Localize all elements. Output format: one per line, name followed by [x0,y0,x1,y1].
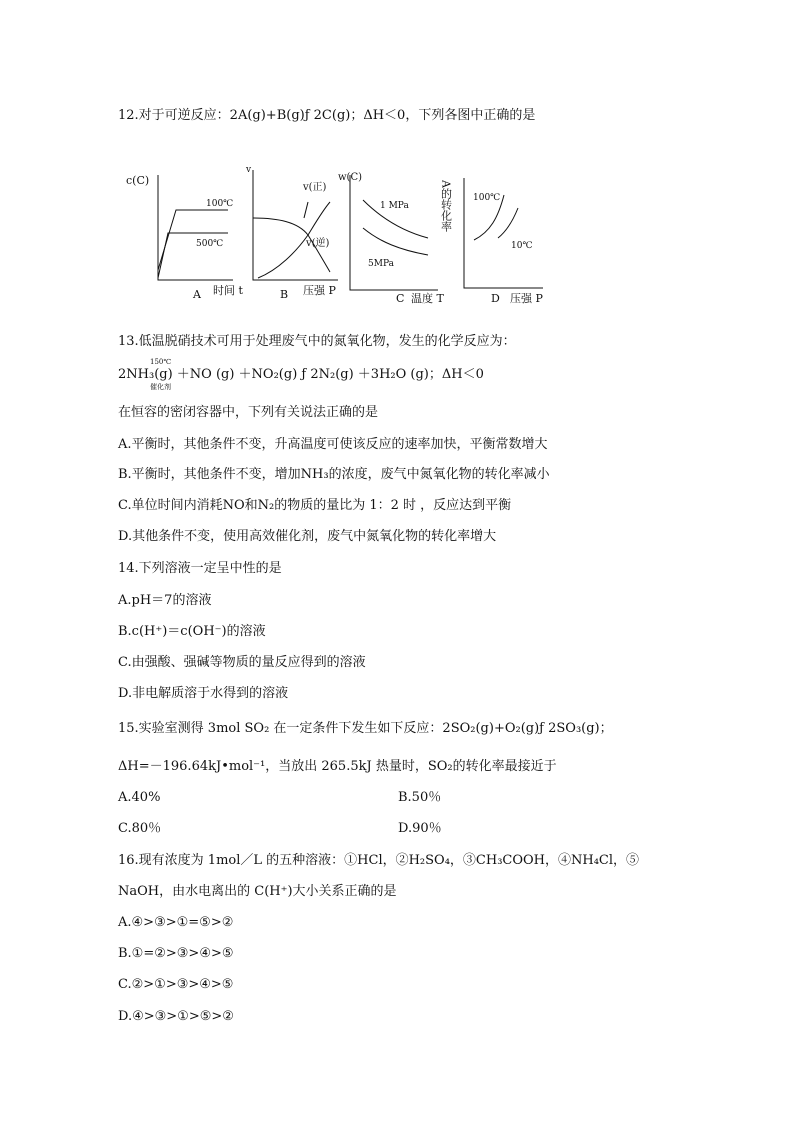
graph-c-label-5mpa: 5MPa [368,259,394,269]
graph-d-label-10c: 10℃ [511,241,533,251]
q15-stem: 15.实验室测得 3mol SO₂ 在一定条件下发生如下反应：2SO₂(g)+O₂(g)ƒ 2SO₃(g)； [118,721,613,736]
q12-stem: 12.对于可逆反应：2A(g)+B(g)ƒ 2C(g)；ΔH＜0，下列各图中正确的是 [118,108,536,123]
graph-b-pointer [304,202,308,218]
q13-option-d: D.其他条件不变，使用高效催化剂，废气中氮氧化物的转化率增大 [118,529,497,544]
graph-d-xlabel: 压强 P [510,292,543,305]
q13-condition-bottom: 催化剂 [150,383,171,391]
q15-stem-2: ΔH=－196.64kJ•mol⁻¹，当放出 265.5kJ 热量时，SO₂的转化率最接近于 [118,759,557,774]
q14-option-c: C.由强酸、强碱等物质的量反应得到的溶液 [118,655,366,670]
graph-c-ylabel: w(C) [338,172,363,183]
graph-b-letter: B [280,288,289,301]
graph-c-curve-5mpa [363,228,428,255]
q14-option-d: D.非电解质溶于水得到的溶液 [118,686,289,701]
q15-option-d: D.90％ [398,821,442,836]
q16-option-b: B.①=②>③>④>⑤ [118,946,234,961]
q13-stem: 13.低温脱硝技术可用于处理废气中的氮氧化物，发生的化学反应为： [118,334,516,349]
q16-stem-2: NaOH，由水电离出的 C(H⁺)大小关系正确的是 [118,884,397,899]
graph-b-xlabel: 压强 P [303,284,336,297]
graph-c-letter: C [396,292,405,305]
graph-a-ylabel: c(C) [126,174,150,187]
q12-graphs-svg [118,160,568,310]
graph-b-label-reverse: v(逆) [306,238,330,249]
q13-condition-top: 150℃ [150,358,172,366]
q16-option-d: D.④>③>①>⑤>② [118,1009,234,1024]
q13-option-c: C.单位时间内消耗NO和N₂的物质的量比为 1：2 时 ，反应达到平衡 [118,498,512,513]
graph-d-letter: D [491,292,500,305]
q13-option-b: B.平衡时，其他条件不变，增加NH₃的浓度，废气中氮氧化物的转化率减小 [118,467,550,482]
graph-c-axes [350,175,438,290]
graph-b-label-forward: v(正) [303,182,327,193]
q15-option-c: C.80％ [118,821,162,836]
q13-option-a: A.平衡时，其他条件不变，升高温度可使该反应的速率加快，平衡常数增大 [118,437,548,452]
q16-stem: 16.现有浓度为 1mol／L 的五种溶液：①HCl，②H₂SO₄，③CH₃COOH，④NH₄Cl，⑤ [118,853,640,868]
graph-a-xlabel: 时间 t [213,284,243,297]
q15-option-b: B.50％ [398,790,442,805]
q14-stem: 14.下列溶液一定呈中性的是 [118,561,282,576]
q14-option-b: B.c(H⁺)＝c(OH⁻)的溶液 [118,624,266,639]
q15-option-a: A.40% [118,790,161,805]
q13-context: 在恒容的密闭容器中，下列有关说法正确的是 [118,405,379,420]
graph-c-label-1mpa: 1 MPa [380,201,409,211]
graph-b-ylabel: v [246,165,252,175]
graph-a-letter: A [193,288,201,301]
graph-d-curve-10c [498,208,518,238]
graph-d-ylabel: A的转化率 [439,180,453,232]
q14-option-a: A.pH＝7的溶液 [118,593,212,608]
q16-option-c: C.②>①>③>④>⑤ [118,977,234,992]
graph-c-xlabel: 温度 T [411,292,444,305]
graph-d-label-100c: 100℃ [473,193,501,203]
graph-a-label-100c: 100℃ [206,199,234,209]
graph-a-label-500c: 500℃ [196,239,224,249]
q13-equation: 2NH₃(g) ＋NO (g) ＋NO₂(g) ƒ 2N₂(g) ＋3H₂O (g)；ΔH＜0 [118,367,484,382]
q16-option-a: A.④>③>①=⑤>② [118,915,234,930]
q12-figure [118,160,568,310]
graph-a-axes [158,175,233,280]
